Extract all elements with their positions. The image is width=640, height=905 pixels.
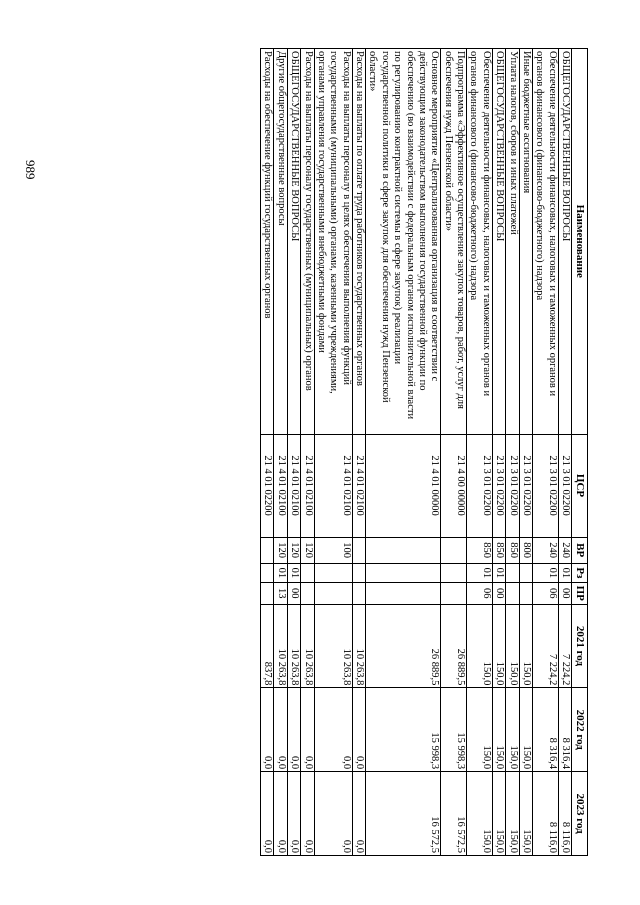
- cell-2022: 150,0: [506, 688, 519, 772]
- header-2022: 2022 год: [572, 688, 588, 772]
- cell-name: Подпрограмма «Эффективное осуществление закупок товаров, работ, услуг для обеспечения нужд Пензенской области»: [441, 49, 467, 435]
- table-row: [261, 49, 274, 856]
- cell-2022: 15 998,3: [441, 688, 467, 772]
- table-row: [532, 49, 558, 856]
- cell-csr: 21 4 01 02200: [261, 434, 274, 537]
- cell-2023: 0,0: [274, 772, 287, 856]
- cell-name: Расходы на выплаты персоналу в целях обеспечения выполнения функций государственными (муниципальными) органами, казенными учреждениями, органами управления государственными внебюджетными фондами: [314, 49, 352, 435]
- cell-2022: 0,0: [352, 688, 365, 772]
- header-rz: Рз: [572, 563, 588, 582]
- cell-pr: 06: [467, 582, 493, 604]
- cell-2023: 16 572,5: [441, 772, 467, 856]
- table-row: [519, 49, 532, 856]
- header-pr: ПР: [572, 582, 588, 604]
- table-row: [467, 49, 493, 856]
- cell-name: Расходы на обеспечение функций государственных органов: [261, 49, 274, 435]
- table-row: [301, 49, 314, 856]
- cell-vr: 850: [467, 537, 493, 563]
- cell-2022: 0,0: [274, 688, 287, 772]
- cell-pr: 00: [492, 582, 505, 604]
- cell-2021: 150,0: [506, 604, 519, 688]
- header-2021: 2021 год: [572, 604, 588, 688]
- cell-2021: 150,0: [519, 604, 532, 688]
- cell-2023: 8 116,0: [558, 772, 571, 856]
- cell-csr: 21 3 01 02200: [467, 434, 493, 537]
- cell-rz: [352, 563, 365, 582]
- cell-rz: [261, 563, 274, 582]
- cell-2022: 0,0: [314, 688, 352, 772]
- cell-csr: 21 4 01 00000: [366, 434, 441, 537]
- cell-vr: 120: [301, 537, 314, 563]
- cell-vr: 240: [532, 537, 558, 563]
- cell-2021: 10 263,8: [314, 604, 352, 688]
- cell-2022: 150,0: [492, 688, 505, 772]
- cell-vr: 240: [558, 537, 571, 563]
- cell-2023: 150,0: [519, 772, 532, 856]
- cell-name: Расходы на выплаты по оплате труда работников государственных органов: [352, 49, 365, 435]
- cell-2021: 26 889,5: [366, 604, 441, 688]
- cell-csr: 21 4 01 02100: [352, 434, 365, 537]
- cell-rz: 01: [287, 563, 300, 582]
- cell-2023: 16 572,5: [366, 772, 441, 856]
- cell-pr: 00: [558, 582, 571, 604]
- cell-csr: 21 4 01 02100: [287, 434, 300, 537]
- cell-rz: 01: [492, 563, 505, 582]
- table-row: [441, 49, 467, 856]
- page-number: 989: [23, 160, 38, 180]
- cell-vr: [366, 537, 441, 563]
- cell-2022: 15 998,3: [366, 688, 441, 772]
- cell-2021: 10 263,8: [274, 604, 287, 688]
- cell-rz: 01: [532, 563, 558, 582]
- header-name: Наименование: [572, 49, 588, 435]
- cell-name: Уплата налогов, сборов и иных платежей: [506, 49, 519, 435]
- cell-pr: 13: [274, 582, 287, 604]
- budget-table: [260, 48, 588, 856]
- cell-2023: 0,0: [352, 772, 365, 856]
- cell-2021: 7 224,2: [558, 604, 571, 688]
- cell-vr: [352, 537, 365, 563]
- cell-2021: 7 224,2: [532, 604, 558, 688]
- cell-pr: [352, 582, 365, 604]
- table-row: [274, 49, 287, 856]
- cell-csr: 21 3 01 02200: [558, 434, 571, 537]
- cell-rz: 01: [274, 563, 287, 582]
- cell-rz: 01: [467, 563, 493, 582]
- cell-rz: [441, 563, 467, 582]
- table-row: [287, 49, 300, 856]
- header-csr: ЦСР: [572, 434, 588, 537]
- table-row: [352, 49, 365, 856]
- cell-name: ОБЩЕГОСУДАРСТВЕННЫЕ ВОПРОСЫ: [287, 49, 300, 435]
- cell-csr: 21 3 01 02200: [532, 434, 558, 537]
- cell-rz: [519, 563, 532, 582]
- cell-2023: 0,0: [314, 772, 352, 856]
- cell-2022: 0,0: [261, 688, 274, 772]
- cell-rz: [314, 563, 352, 582]
- cell-2021: 10 263,8: [301, 604, 314, 688]
- table-row: [492, 49, 505, 856]
- cell-2021: 26 889,5: [441, 604, 467, 688]
- cell-2022: 8 316,4: [558, 688, 571, 772]
- cell-vr: 850: [492, 537, 505, 563]
- rotated-table-container: [82, 48, 588, 856]
- cell-2022: 150,0: [467, 688, 493, 772]
- cell-pr: [366, 582, 441, 604]
- cell-csr: 21 4 00 00000: [441, 434, 467, 537]
- cell-2021: 10 263,8: [287, 604, 300, 688]
- cell-2021: 837,8: [261, 604, 274, 688]
- cell-2021: 150,0: [492, 604, 505, 688]
- cell-name: Расходы на выплаты персоналу государственных (муниципальных) органов: [301, 49, 314, 435]
- header-2023: 2023 год: [572, 772, 588, 856]
- cell-vr: 800: [519, 537, 532, 563]
- table-header-row: [572, 49, 588, 856]
- cell-pr: [301, 582, 314, 604]
- cell-name: Иные бюджетные ассигнования: [519, 49, 532, 435]
- cell-rz: [506, 563, 519, 582]
- cell-csr: 21 3 01 02200: [519, 434, 532, 537]
- cell-vr: [441, 537, 467, 563]
- cell-name: Другие общегосударственные вопросы: [274, 49, 287, 435]
- cell-pr: [519, 582, 532, 604]
- cell-2022: 0,0: [301, 688, 314, 772]
- cell-pr: 06: [532, 582, 558, 604]
- cell-csr: 21 3 01 02200: [492, 434, 505, 537]
- cell-name: Обеспечение деятельности финансовых, налоговых и таможенных органов и органов финансового (финансово-бюджетного) надзора: [467, 49, 493, 435]
- cell-vr: 120: [287, 537, 300, 563]
- cell-pr: [261, 582, 274, 604]
- cell-name: Основное мероприятие «Централизованная организация в соответствии с действующим законодательством выполнения государственной функции по обеспечению (во взаимодействии с федеральным органом исполнительной власти по регулированию контрактной системы в сфере закупок) реализации государственной политики в сфере закупок для обеспечения нужд Пензенской области»: [366, 49, 441, 435]
- cell-2021: 150,0: [467, 604, 493, 688]
- cell-name: Обеспечение деятельности финансовых, налоговых и таможенных органов и органов финансового (финансово-бюджетного) надзора: [532, 49, 558, 435]
- cell-2023: 0,0: [301, 772, 314, 856]
- cell-2022: 0,0: [287, 688, 300, 772]
- cell-vr: 120: [274, 537, 287, 563]
- cell-pr: [314, 582, 352, 604]
- cell-vr: 100: [314, 537, 352, 563]
- cell-rz: 01: [558, 563, 571, 582]
- cell-2023: 150,0: [467, 772, 493, 856]
- cell-name: ОБЩЕГОСУДАРСТВЕННЫЕ ВОПРОСЫ: [492, 49, 505, 435]
- cell-csr: 21 4 01 02100: [301, 434, 314, 537]
- table-row: [366, 49, 441, 856]
- cell-name: ОБЩЕГОСУДАРСТВЕННЫЕ ВОПРОСЫ: [558, 49, 571, 435]
- cell-csr: 21 4 01 02100: [274, 434, 287, 537]
- cell-2021: 10 263,8: [352, 604, 365, 688]
- cell-rz: [366, 563, 441, 582]
- table-row: [506, 49, 519, 856]
- table-row: [558, 49, 571, 856]
- cell-rz: [301, 563, 314, 582]
- cell-vr: [261, 537, 274, 563]
- cell-pr: 00: [287, 582, 300, 604]
- cell-2022: 8 316,4: [532, 688, 558, 772]
- header-vr: ВР: [572, 537, 588, 563]
- cell-pr: [441, 582, 467, 604]
- cell-2023: 150,0: [506, 772, 519, 856]
- cell-pr: [506, 582, 519, 604]
- cell-2023: 0,0: [287, 772, 300, 856]
- cell-vr: 850: [506, 537, 519, 563]
- cell-2023: 150,0: [492, 772, 505, 856]
- cell-2022: 150,0: [519, 688, 532, 772]
- table-row: [314, 49, 352, 856]
- cell-csr: 21 4 01 02100: [314, 434, 352, 537]
- cell-2023: 0,0: [261, 772, 274, 856]
- cell-2023: 8 116,0: [532, 772, 558, 856]
- cell-csr: 21 3 01 02200: [506, 434, 519, 537]
